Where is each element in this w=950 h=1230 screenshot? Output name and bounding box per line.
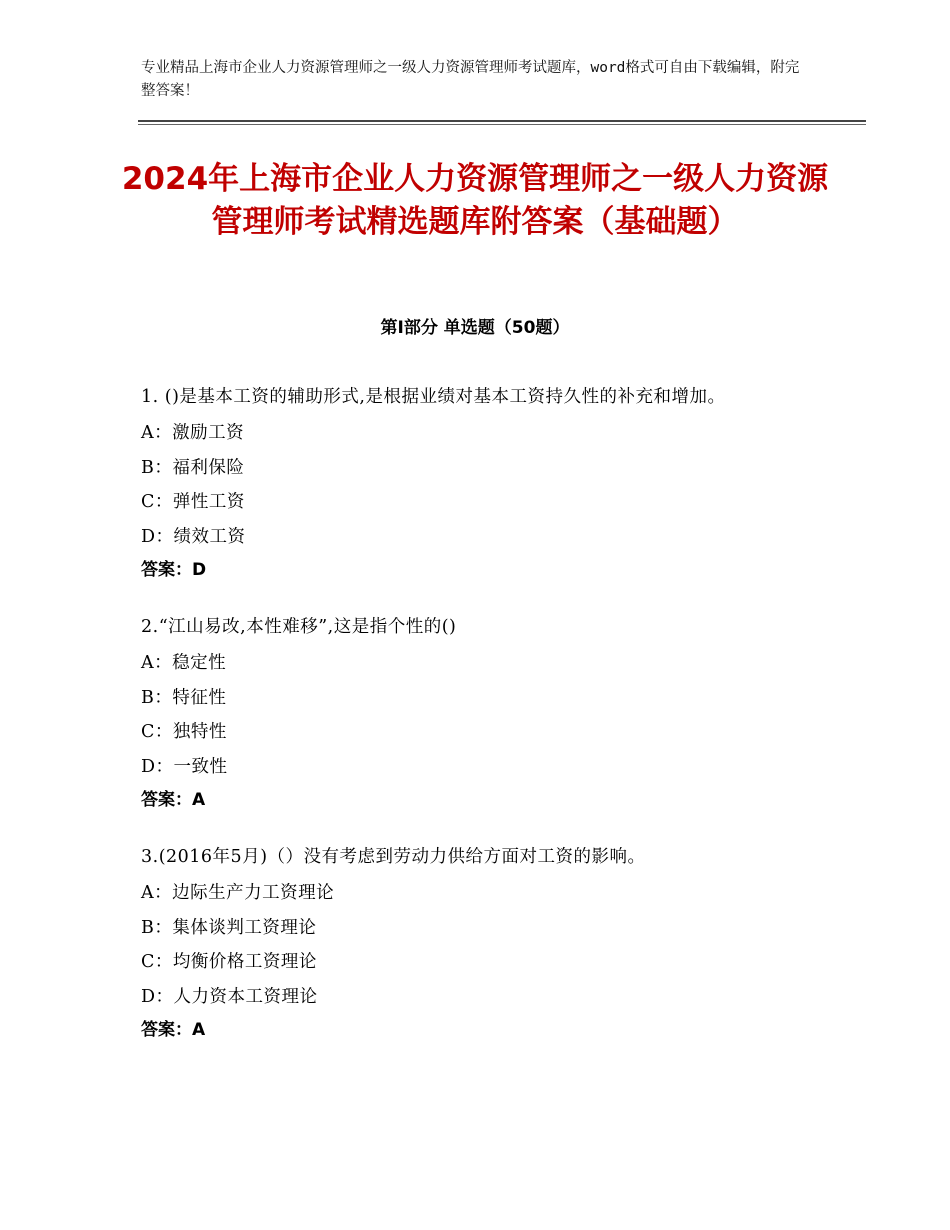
option-b: B：特征性 — [141, 687, 227, 708]
option-a: A：稳定性 — [141, 653, 227, 673]
option-a: A：边际生产力工资理论 — [141, 883, 335, 903]
option-c: C：独特性 — [141, 722, 227, 742]
document-title: 2024年上海市企业人力资源管理师之一级人力资源管理师考试精选题库附答案（基础题） — [121, 161, 829, 240]
option-d: D：一致性 — [141, 756, 228, 777]
question-stem: 1. ()是基本工资的辅助形式,是根据业绩对基本工资持久性的补充和增加。 — [141, 387, 726, 407]
option-c: C：弹性工资 — [141, 492, 245, 512]
question-2 — [141, 611, 811, 817]
question-stem: 3.(2016年5月)（）没有考虑到劳动力供给方面对工资的影响。 — [141, 847, 646, 867]
question-list — [141, 381, 811, 1071]
header-rule-thin — [138, 124, 866, 125]
answer: 答案：A — [141, 790, 206, 810]
option-a: A：激励工资 — [141, 423, 245, 443]
option-d: D：绩效工资 — [141, 526, 246, 547]
header-rule-thick — [138, 120, 866, 122]
option-b: B：福利保险 — [141, 457, 245, 478]
header-note: 专业精品上海市企业人力资源管理师之一级人力资源管理师考试题库，word格式可自由下载编辑，附完整答案！ — [141, 60, 800, 99]
question-3 — [141, 841, 811, 1047]
answer: 答案：D — [141, 560, 207, 580]
question-1 — [141, 381, 811, 587]
option-d: D：人力资本工资理论 — [141, 986, 318, 1007]
question-stem: 2.“江山易改,本性难移”,这是指个性的() — [141, 617, 457, 637]
answer: 答案：A — [141, 1020, 206, 1040]
option-c: C：均衡价格工资理论 — [141, 952, 317, 972]
section-heading: 第Ⅰ部分 单选题（50题） — [380, 318, 570, 338]
option-b: B：集体谈判工资理论 — [141, 917, 317, 938]
